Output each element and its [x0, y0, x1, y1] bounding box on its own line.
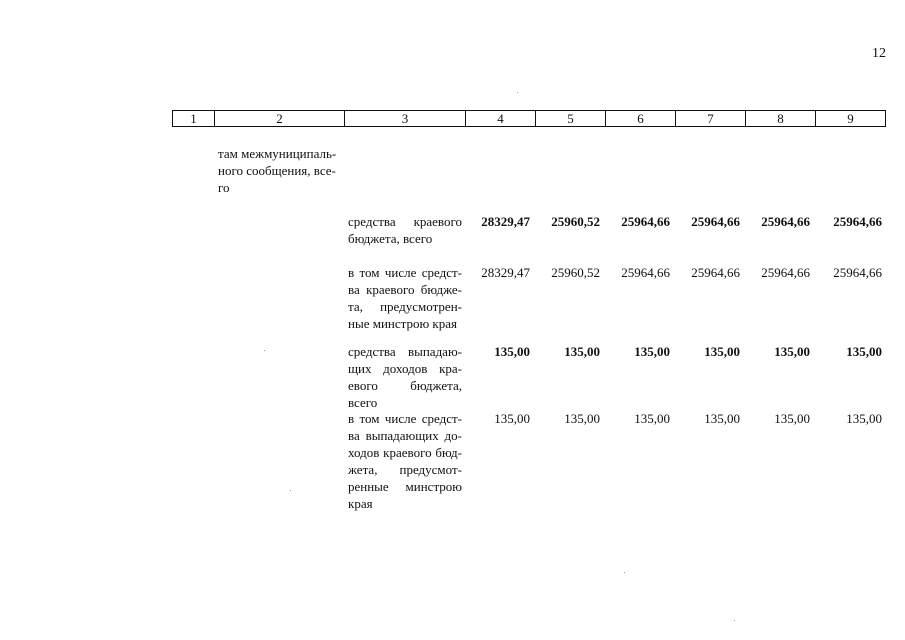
row-value: 25960,52	[551, 214, 600, 229]
row-value: 135,00	[634, 411, 670, 426]
row-value: 135,00	[774, 344, 810, 359]
scan-speck	[734, 620, 735, 621]
header-cell-1: 1	[190, 111, 197, 126]
row-value: 25960,52	[551, 265, 600, 280]
row-value: 135,00	[494, 411, 530, 426]
column2-line: ного сообщения, все-	[218, 163, 336, 178]
header-cell-4: 4	[465, 111, 535, 126]
scan-speck	[264, 350, 265, 351]
row-value: 135,00	[494, 344, 530, 359]
column2-text	[218, 145, 342, 196]
row-value: 28329,47	[481, 265, 530, 280]
row-value: 25964,66	[833, 214, 882, 229]
row-value: 135,00	[704, 344, 740, 359]
page-number: 12	[872, 46, 886, 61]
row-value: 25964,66	[621, 265, 670, 280]
header-cell-5: 5	[535, 111, 605, 126]
header-cell-8: 8	[745, 111, 815, 126]
row-value: 25964,66	[621, 214, 670, 229]
row-value: 28329,47	[481, 214, 530, 229]
row-value: 135,00	[774, 411, 810, 426]
header-cell-6: 6	[605, 111, 675, 126]
row-value: 135,00	[704, 411, 740, 426]
scan-speck	[290, 490, 291, 491]
row-value: 135,00	[846, 411, 882, 426]
row-value: 135,00	[564, 344, 600, 359]
header-cell-9: 9	[815, 111, 885, 126]
scan-speck	[517, 92, 518, 93]
row-value: 25964,66	[761, 265, 810, 280]
row-label-regional-budget-ministry: в том числе средст-ва краевого бюдже-та, предусмотрен-ные минстрою края	[348, 265, 462, 331]
table-header-row	[172, 110, 886, 127]
row-value: 25964,66	[691, 214, 740, 229]
row-label-lost-income-ministry: в том числе средст-ва выпадающих до-ходов краевого бюд-жета, предусмот-ренные минстрою края	[348, 411, 462, 511]
scan-speck	[624, 572, 625, 573]
row-label-lost-income-total: средства выпадаю-щих доходов кра-евого бюджета, всего	[348, 344, 462, 410]
row-value: 135,00	[634, 344, 670, 359]
header-cell-7: 7	[675, 111, 745, 126]
row-value: 25964,66	[691, 265, 740, 280]
row-value: 25964,66	[833, 265, 882, 280]
header-cell-3: 3	[344, 111, 465, 126]
header-cell-2: 2	[214, 111, 344, 126]
row-value: 135,00	[846, 344, 882, 359]
row-value: 25964,66	[761, 214, 810, 229]
column2-line: там межмуниципаль-	[218, 146, 337, 161]
row-value: 135,00	[564, 411, 600, 426]
row-label-regional-budget-total: средства краевого бюджета, всего	[348, 214, 462, 246]
column2-line: го	[218, 180, 230, 195]
